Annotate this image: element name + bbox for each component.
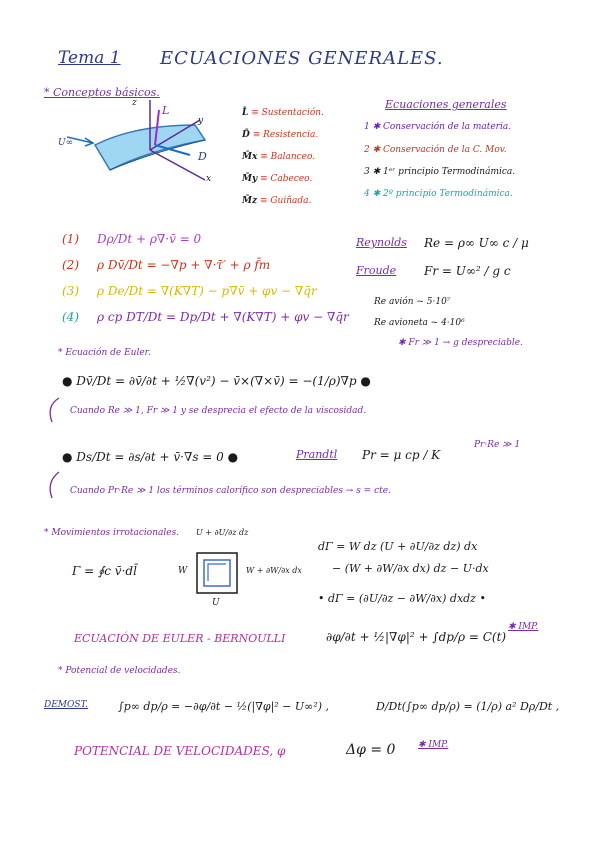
laplace-eq: Δφ = 0 bbox=[346, 742, 396, 758]
bullet-icon: ● bbox=[356, 374, 371, 388]
element-diagram bbox=[192, 548, 242, 598]
force-desc: ≡ Guiñada. bbox=[259, 196, 312, 206]
force-desc: ≡ Resistencia. bbox=[252, 130, 319, 140]
eq-1 bbox=[62, 232, 201, 246]
dgamma-line-3: • dΓ = (∂U/∂z − ∂W/∂x) dxdz • bbox=[318, 592, 486, 605]
eq-num: (3) bbox=[62, 284, 79, 298]
ec-gen-2: 2 ✱ Conservación de la C. Mov. bbox=[364, 145, 507, 155]
ec-gen-4: 4 ✱ 2º principio Termodinámica. bbox=[364, 189, 513, 199]
element-right-label: W + ∂W/∂x dx bbox=[246, 566, 302, 575]
entropy-eq bbox=[62, 450, 238, 464]
potencial-heading: * Potencial de velocidades. bbox=[58, 666, 181, 676]
eq-num: (2) bbox=[62, 258, 79, 272]
imp-label: ✱ IMP. bbox=[508, 622, 539, 632]
eq-num: (4) bbox=[62, 310, 79, 324]
force-symbol: D̄ bbox=[242, 130, 250, 140]
re-avioneta: Re avioneta ~ 4·10⁶ bbox=[374, 318, 465, 328]
eq-expr: ρ cp DT/Dt = Dp/Dt + ∇(K∇T) + φv − ∇q̄r bbox=[97, 310, 349, 324]
curved-arrow-icon bbox=[44, 396, 64, 426]
euler-note: Cuando Re ≫ 1, Fr ≫ 1 y se desprecia el efecto de la viscosidad. bbox=[70, 406, 367, 416]
element-bottom-label: U bbox=[212, 598, 220, 608]
demost-label: DEMOST. bbox=[44, 700, 89, 710]
prandtl-label: Prandtl bbox=[296, 448, 338, 461]
demost-eq-1: ∫p∞ dp/ρ = −∂φ/∂t − ½(|∇φ|² − U∞²) , bbox=[118, 700, 330, 713]
force-desc: ≡ Sustentación. bbox=[251, 108, 324, 118]
lift-label: L bbox=[162, 104, 170, 117]
froude-eq: Fr = U∞² / g c bbox=[424, 264, 511, 278]
irrot-heading: * Movimientos irrotacionales. bbox=[44, 528, 180, 538]
eq-expr: Dρ/Dt + ρ∇·v̄ = 0 bbox=[97, 232, 202, 246]
euler-bernoulli-label: ECUACIÓN DE EULER - BERNOULLI bbox=[74, 632, 286, 645]
axis-z-label: z bbox=[132, 98, 137, 108]
dgamma-line-1: dΓ = W dz (U + ∂U/∂z dz) dx bbox=[318, 540, 478, 553]
eq-3 bbox=[62, 284, 317, 298]
curved-arrow-icon bbox=[44, 470, 64, 502]
potencial-velocidades-label: POTENCIAL DE VELOCIDADES, φ bbox=[74, 744, 286, 758]
axis-y-label: y bbox=[198, 116, 204, 126]
force-symbol: M̄z bbox=[242, 196, 258, 206]
eq-num: (1) bbox=[62, 232, 79, 246]
circulation-def: Γ = ∮c v̄·dl̄ bbox=[72, 564, 137, 578]
wing-diagram bbox=[55, 95, 225, 195]
euler-expr: Dv̄/Dt = ∂v̄/∂t + ½∇(v²) − v̄×(∇×v̄) = −(1/ρ)∇p bbox=[76, 374, 357, 388]
prandtl-cond: Pr·Re ≫ 1 bbox=[474, 440, 521, 450]
re-avion: Re avión ~ 5·10⁷ bbox=[374, 297, 451, 307]
element-left-label: W bbox=[178, 566, 188, 576]
reynolds-eq: Re = ρ∞ U∞ c / μ bbox=[424, 236, 529, 250]
imp-label-2: ✱ IMP. bbox=[418, 740, 449, 750]
eq-expr: ρ Dv̄/Dt = −∇p + ∇·τ̄′ + ρ f̄m bbox=[97, 258, 271, 272]
eq-2 bbox=[62, 258, 270, 272]
bullet-icon: ● bbox=[62, 374, 77, 388]
demost-eq-2: D/Dt(∫p∞ dp/ρ) = (1/ρ) a² Dρ/Dt , bbox=[376, 700, 560, 713]
axis-x-label: x bbox=[206, 174, 212, 184]
element-top-label: U + ∂U/∂z dz bbox=[196, 528, 249, 537]
entropy-expr: Ds/Dt = ∂s/∂t + v̄·∇s = 0 bbox=[76, 450, 224, 464]
ec-gen-3: 3 ✱ 1ᵉʳ principio Termodinámica. bbox=[364, 167, 516, 177]
force-desc: ≡ Balanceo. bbox=[260, 152, 316, 162]
page-title: ECUACIONES GENERALES. bbox=[160, 48, 444, 69]
freestream-label: U∞ bbox=[58, 138, 74, 148]
conceptos-heading: * Conceptos básicos. bbox=[44, 86, 160, 99]
eq-expr: ρ De/Dt = ∇(K∇T) − p∇v̄ + φv − ∇q̄r bbox=[97, 284, 317, 298]
eq-4 bbox=[62, 310, 349, 324]
entropy-note: Cuando Pr·Re ≫ 1 los términos calorífico son despreciables → s = cte. bbox=[70, 486, 391, 496]
bullet-icon: ● bbox=[223, 450, 239, 464]
euler-heading: * Ecuación de Euler. bbox=[58, 348, 151, 358]
fr-note: ✱ Fr ≫ 1 → g despreciable. bbox=[398, 338, 523, 348]
ec-gen-1: 1 ✱ Conservación de la materia. bbox=[364, 122, 512, 132]
prandtl-eq: Pr = μ cp / K bbox=[362, 448, 441, 462]
force-symbol: L̄ bbox=[242, 108, 249, 118]
force-symbol: M̄x bbox=[242, 152, 258, 162]
euler-bernoulli-eq: ∂φ/∂t + ½|∇φ|² + ∫dp/ρ = C(t) bbox=[326, 630, 507, 644]
froude-label: Froude bbox=[356, 264, 397, 277]
drag-label: D bbox=[198, 150, 207, 163]
ec-gen-title: Ecuaciones generales bbox=[385, 98, 507, 111]
force-symbol: M̄y bbox=[242, 174, 258, 184]
force-desc: ≡ Cabeceo. bbox=[260, 174, 313, 184]
reynolds-label: Reynolds bbox=[356, 236, 407, 249]
forces-list bbox=[242, 108, 324, 218]
dgamma-line-2: − (W + ∂W/∂x dx) dz − U·dx bbox=[332, 562, 489, 575]
euler-eq bbox=[62, 374, 371, 388]
tema-label: Tema 1 bbox=[58, 48, 121, 68]
bullet-icon: ● bbox=[62, 450, 77, 464]
